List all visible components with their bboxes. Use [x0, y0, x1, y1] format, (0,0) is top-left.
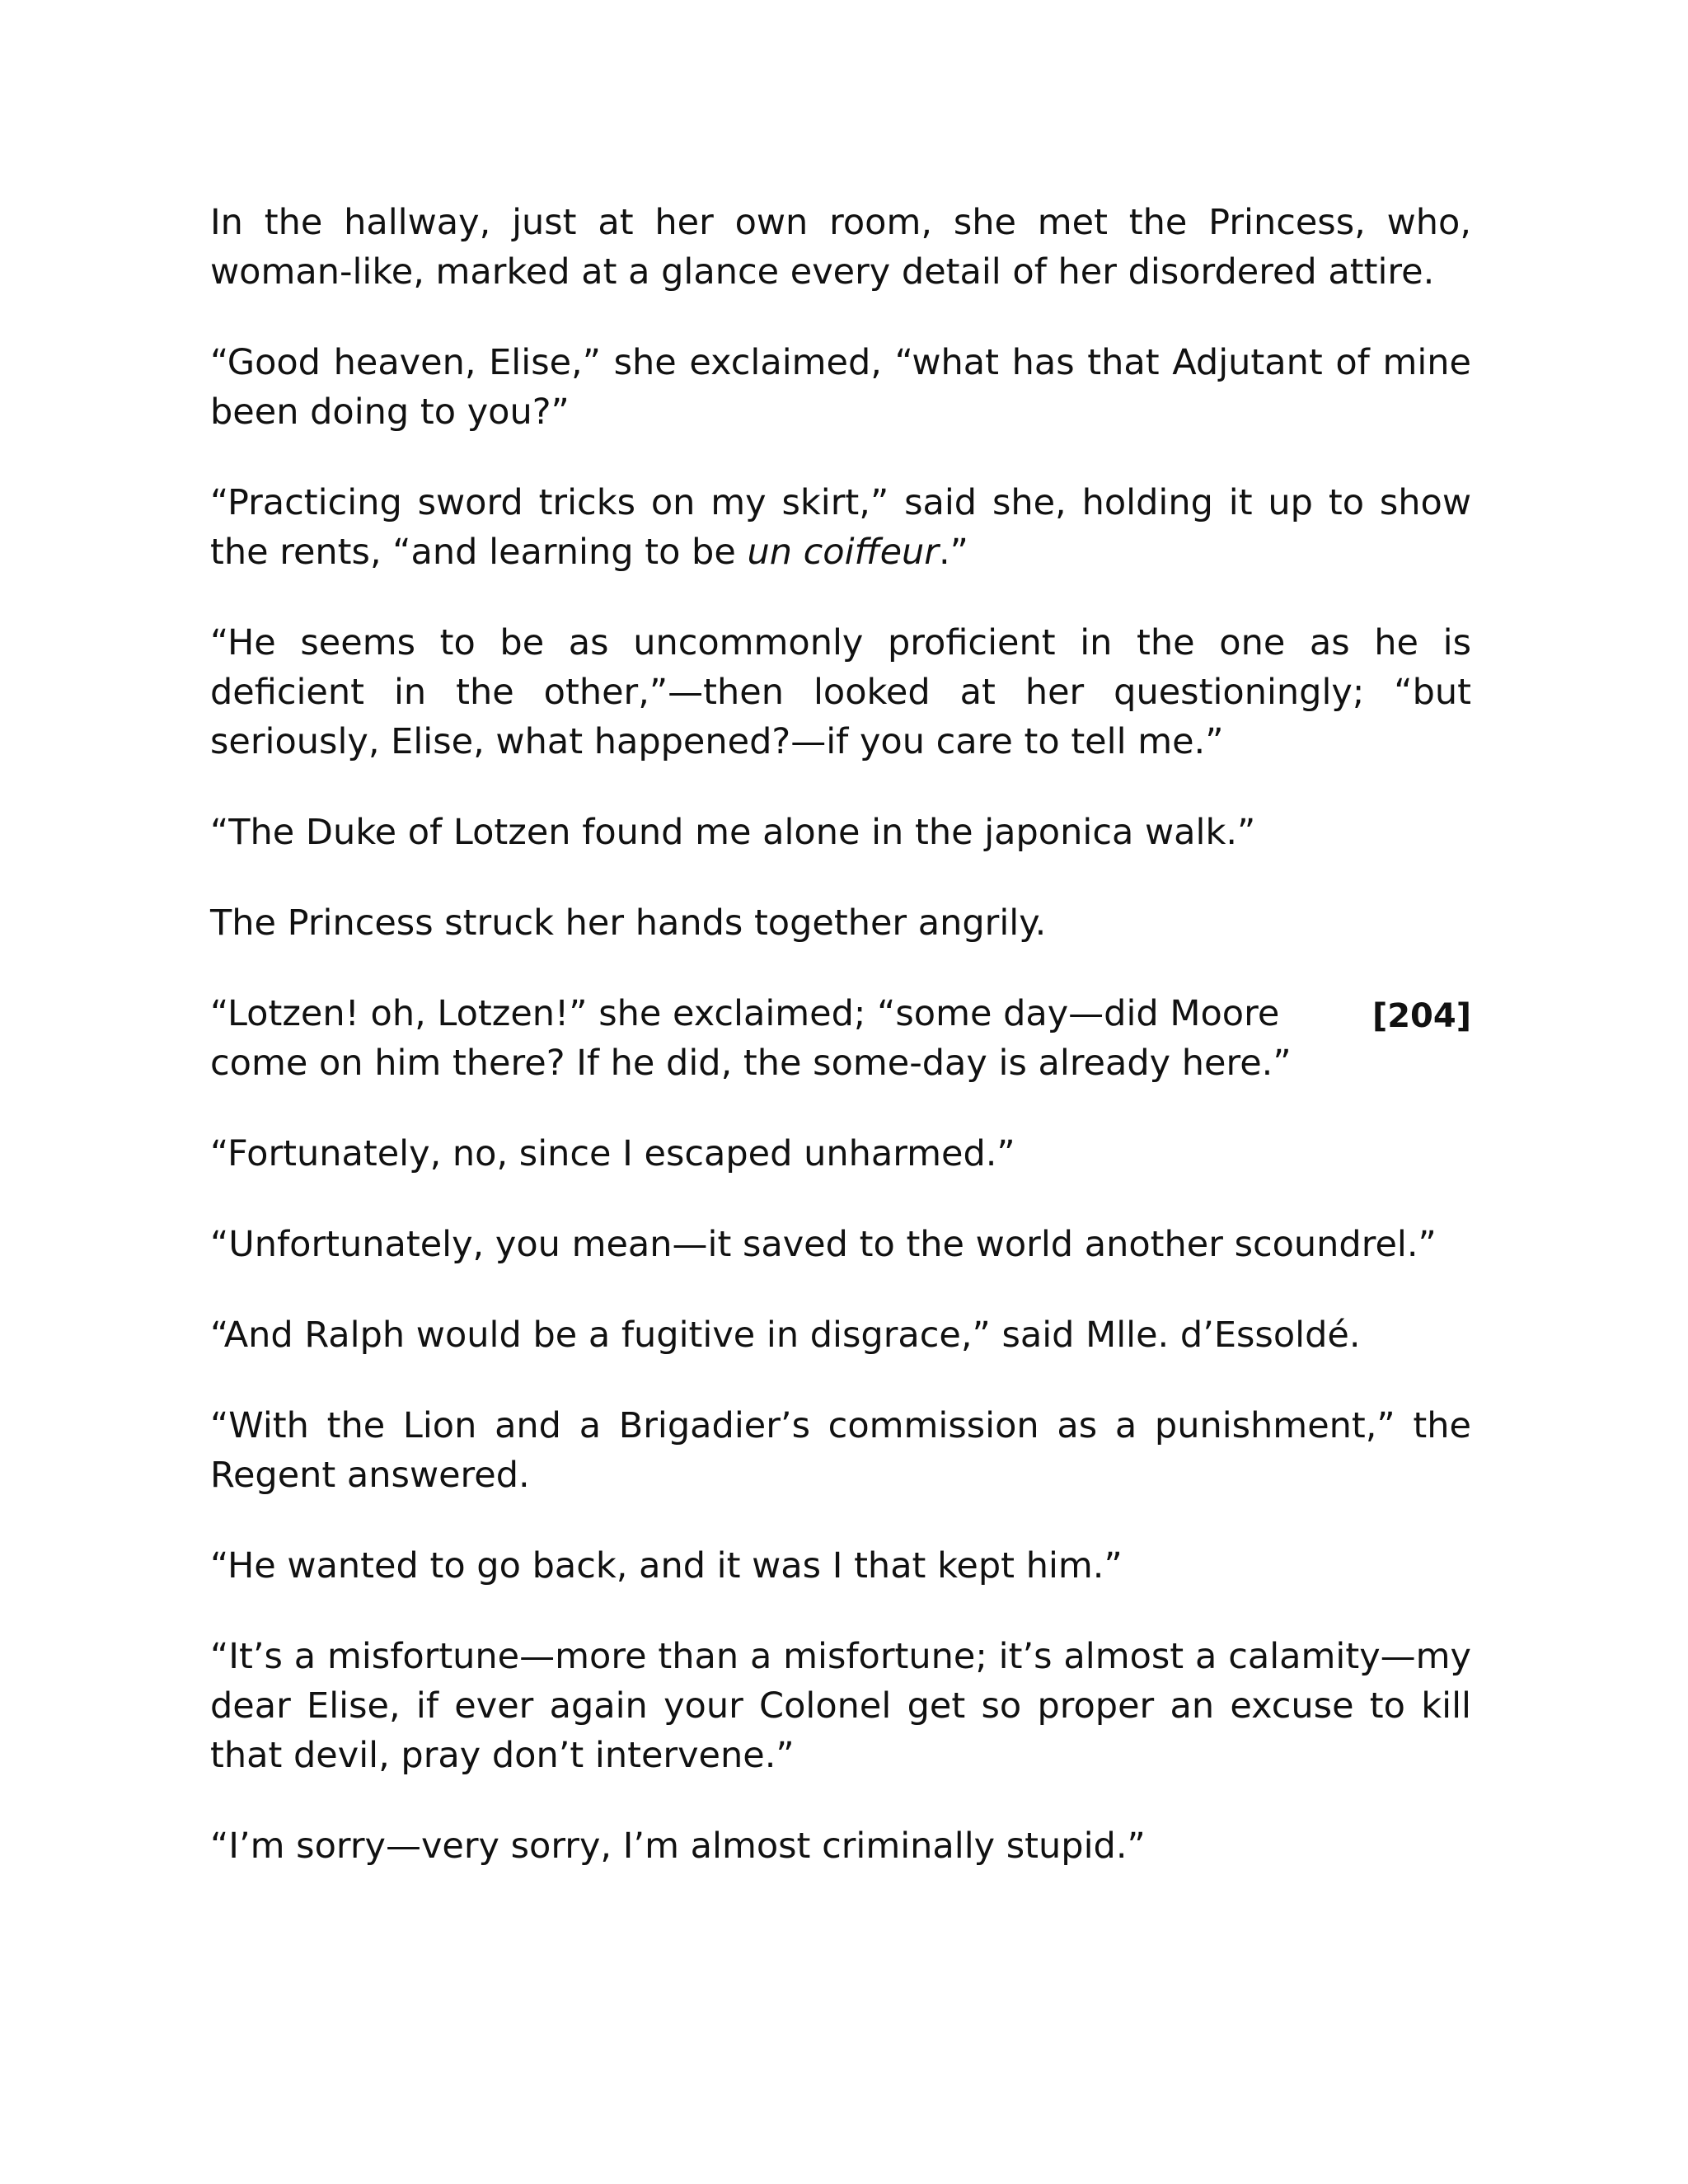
paragraph: In the hallway, just at her own room, she met the Princess, who, woman-like, marked at a glance every detail of her disordered attire.	[210, 202, 1471, 293]
paragraph: “I’m sorry—very sorry, I’m almost criminally stupid.”	[210, 1825, 1146, 1867]
paragraph-with-page-marker	[210, 989, 1471, 1088]
paragraph-text: “Lotzen! oh, Lotzen!” she exclaimed; “some day—did Moore come on him there? If he did, the some-day is already here.”	[210, 993, 1292, 1084]
paragraph	[210, 478, 1471, 577]
paragraph: “He wanted to go back, and it was I that kept him.”	[210, 1545, 1123, 1586]
paragraph: “And Ralph would be a fugitive in disgrace,” said Mlle. d’Essoldé.	[210, 1315, 1361, 1356]
paragraph: “With the Lion and a Brigadier’s commission as a punishment,” the Regent answered.	[210, 1405, 1471, 1496]
paragraph: “Good heaven, Elise,” she exclaimed, “what has that Adjutant of mine been doing to you?”	[210, 342, 1471, 433]
book-page	[210, 198, 1471, 1912]
paragraph: “He seems to be as uncommonly proficient in the one as he is deficient in the other,”—then looked at her questioningly; “but seriously, Elise, what happened?—if you care to tell me.”	[210, 622, 1471, 762]
paragraph-text: .”	[938, 532, 968, 573]
italic-phrase: un coiffeur	[747, 532, 939, 573]
paragraph: The Princess struck her hands together angrily.	[210, 902, 1047, 944]
page-number-marker: [204]	[1372, 997, 1471, 1035]
paragraph: “Unfortunately, you mean—it saved to the world another scoundrel.”	[210, 1224, 1437, 1265]
paragraph: “It’s a misfortune—more than a misfortune; it’s almost a calamity—my dear Elise, if ever again your Colonel get so proper an excuse to kill that devil, pray don’t intervene.”	[210, 1636, 1471, 1776]
paragraph: “The Duke of Lotzen found me alone in the japonica walk.”	[210, 812, 1256, 853]
paragraph: “Fortunately, no, since I escaped unharmed.”	[210, 1133, 1015, 1174]
paragraph-text: “Practicing sword tricks on my skirt,” said she, holding it up to show the rents, “and learning to be	[210, 482, 1471, 573]
